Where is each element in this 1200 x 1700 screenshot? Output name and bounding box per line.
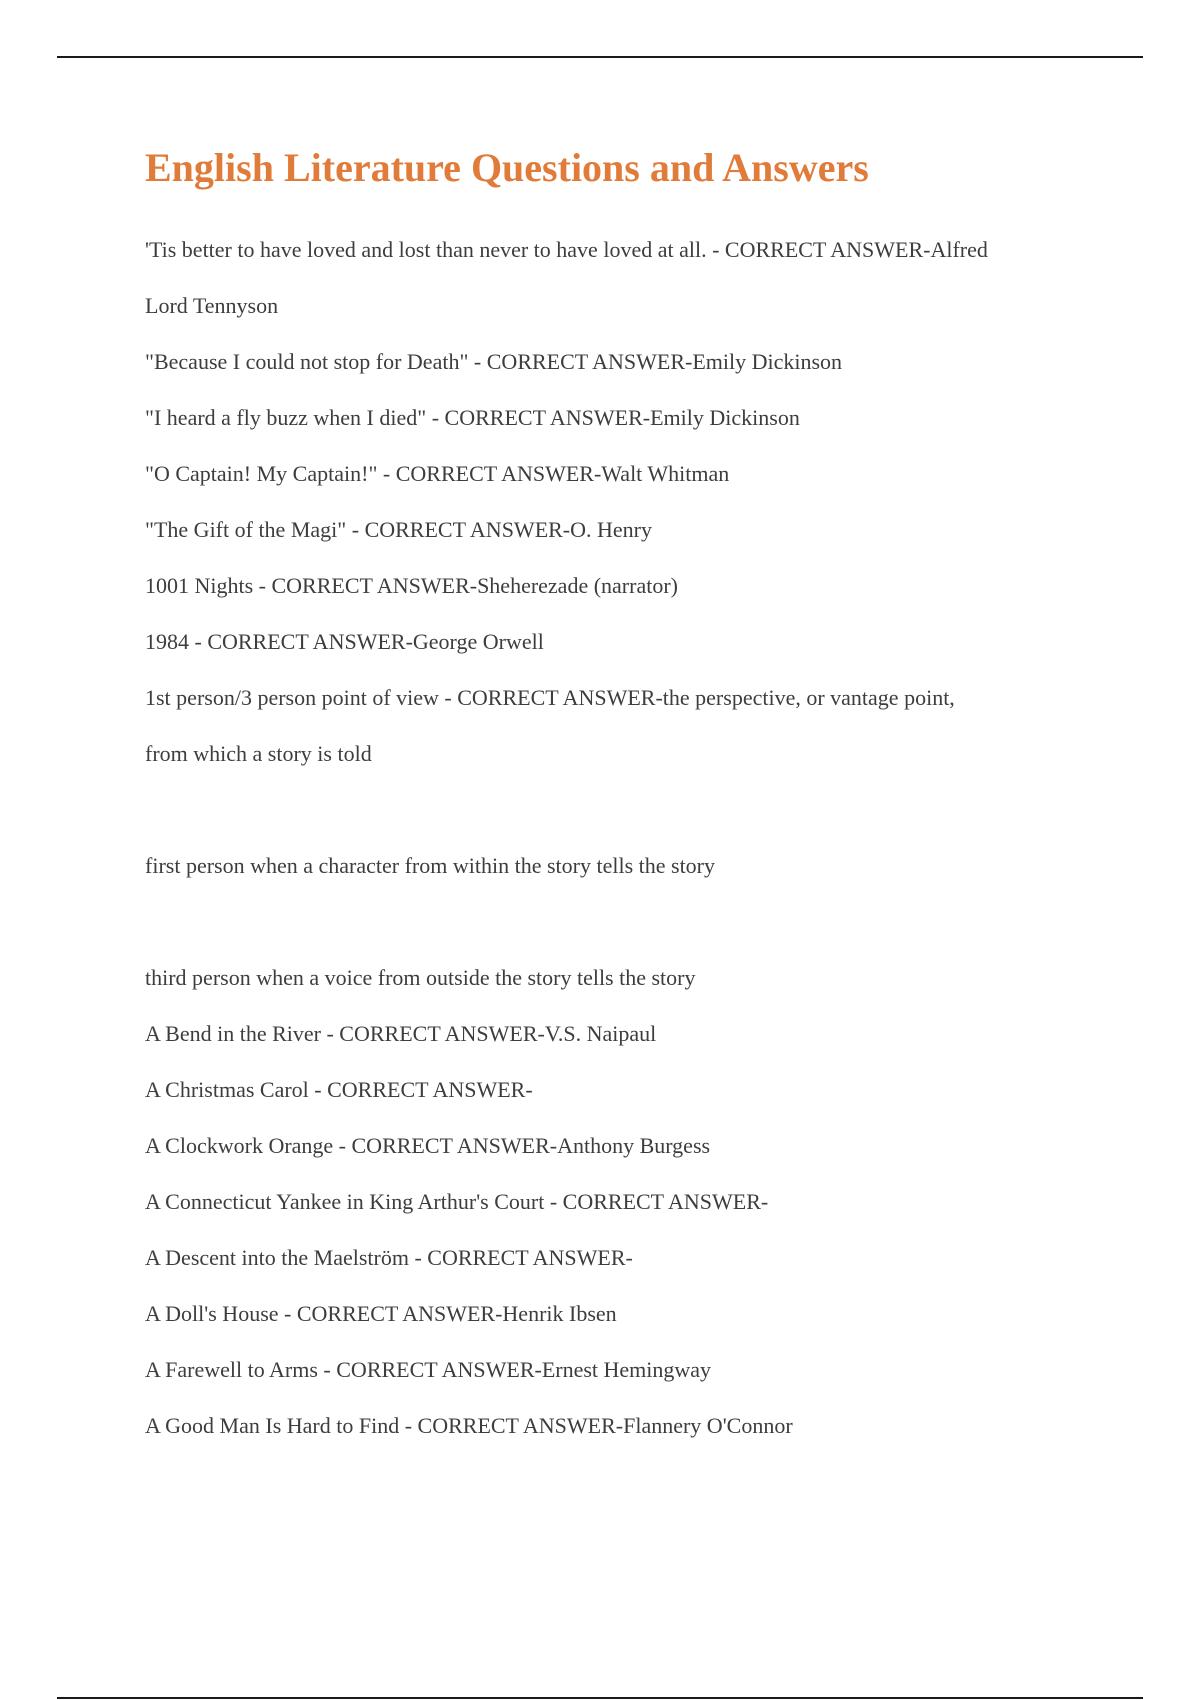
qa-line: A Connecticut Yankee in King Arthur's Court - CORRECT ANSWER- bbox=[145, 1189, 769, 1214]
qa-line: "Because I could not stop for Death" - CORRECT ANSWER-Emily Dickinson bbox=[145, 349, 843, 374]
qa-line: "The Gift of the Magi" - CORRECT ANSWER-O. Henry bbox=[145, 517, 652, 542]
page-title: English Literature Questions and Answers bbox=[145, 145, 869, 190]
qa-line: 1984 - CORRECT ANSWER-George Orwell bbox=[145, 629, 544, 654]
qa-line: 'Tis better to have loved and lost than never to have loved at all. - CORRECT ANSWER-Alfred bbox=[145, 237, 988, 262]
top-divider bbox=[57, 56, 1143, 58]
bottom-divider bbox=[57, 1697, 1143, 1699]
blank-line bbox=[145, 894, 1105, 950]
qa-line: "I heard a fly buzz when I died" - CORRECT ANSWER-Emily Dickinson bbox=[145, 405, 800, 430]
qa-line: third person when a voice from outside the story tells the story bbox=[145, 965, 696, 990]
qa-line: A Clockwork Orange - CORRECT ANSWER-Anthony Burgess bbox=[145, 1133, 711, 1158]
blank-line bbox=[145, 782, 1105, 838]
qa-line: A Doll's House - CORRECT ANSWER-Henrik Ibsen bbox=[145, 1301, 617, 1326]
qa-line: "O Captain! My Captain!" - CORRECT ANSWER-Walt Whitman bbox=[145, 461, 730, 486]
qa-line: 1001 Nights - CORRECT ANSWER-Sheherezade (narrator) bbox=[145, 573, 678, 598]
qa-list bbox=[145, 222, 1105, 1454]
qa-line: 1st person/3 person point of view - CORRECT ANSWER-the perspective, or vantage point, bbox=[145, 685, 955, 710]
qa-line: first person when a character from within the story tells the story bbox=[145, 853, 716, 878]
qa-line: A Farewell to Arms - CORRECT ANSWER-Ernest Hemingway bbox=[145, 1357, 712, 1382]
qa-line: from which a story is told bbox=[145, 741, 372, 766]
qa-line: A Bend in the River - CORRECT ANSWER-V.S. Naipaul bbox=[145, 1021, 657, 1046]
qa-line: Lord Tennyson bbox=[145, 293, 279, 318]
qa-line: A Descent into the Maelström - CORRECT ANSWER- bbox=[145, 1245, 633, 1270]
qa-line: A Good Man Is Hard to Find - CORRECT ANSWER-Flannery O'Connor bbox=[145, 1413, 793, 1438]
qa-line: A Christmas Carol - CORRECT ANSWER- bbox=[145, 1077, 533, 1102]
